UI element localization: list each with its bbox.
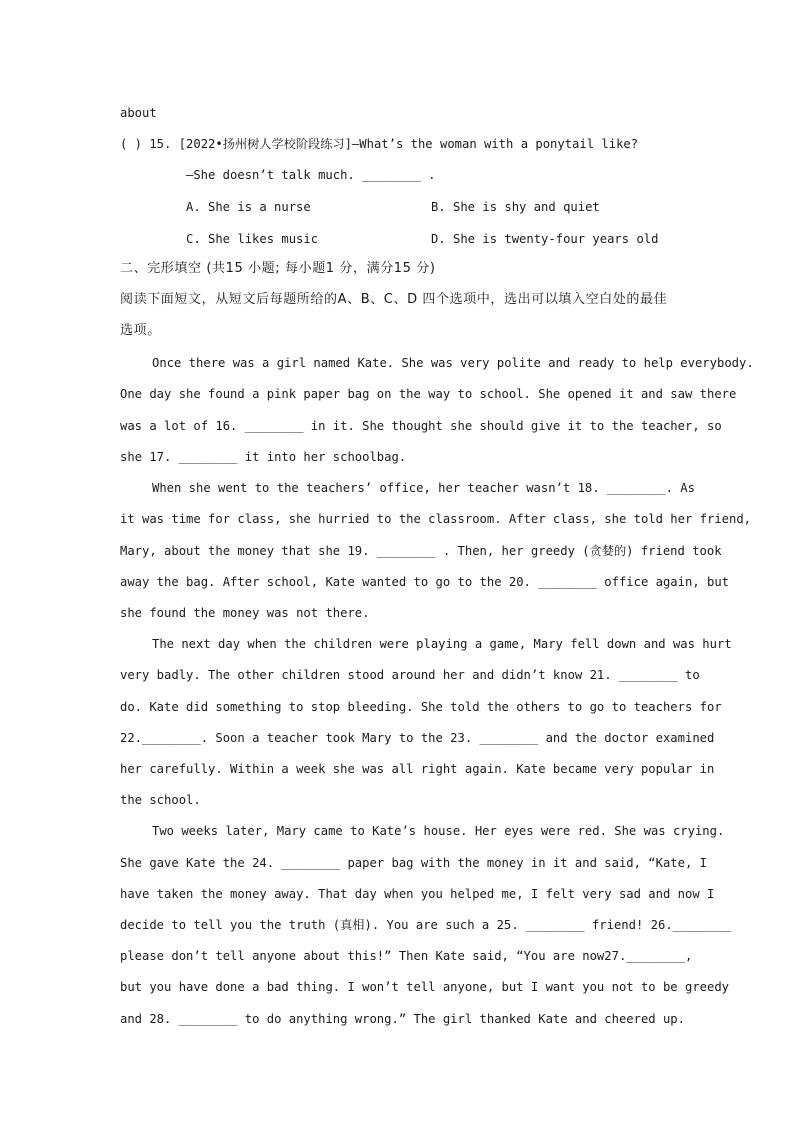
passage-line: Two weeks later, Mary came to Kate’s house. Her eyes were red. She was crying.: [152, 824, 725, 838]
section-instructions-line-2: 选项。: [120, 323, 161, 338]
passage-line: very badly. The other children stood around her and didn’t know 21. ________ to: [120, 668, 700, 682]
continued-text-about: about: [120, 106, 157, 120]
question-15-dialogue: —She doesn’t talk much. ________ .: [186, 168, 436, 182]
passage-line: One day she found a pink paper bag on the way to school. She opened it and saw there: [120, 387, 737, 401]
passage-line: away the bag. After school, Kate wanted to go to the 20. ________ office again, but: [120, 575, 730, 589]
passage-line: but you have done a bad thing. I won’t tell anyone, but I want you not to be greedy: [120, 980, 730, 994]
question-15-stem: ( ) 15. [2022•扬州树人学校阶段练习]—What’s the woman with a ponytail like?: [120, 137, 639, 151]
question-15-options-row-1: [186, 199, 666, 215]
option-b: B. She is shy and quiet: [431, 200, 600, 214]
passage-line: She gave Kate the 24. ________ paper bag with the money in it and said, “Kate, I: [120, 856, 707, 870]
passage-line: When she went to the teachers’ office, her teacher wasn’t 18. ________. As: [152, 481, 695, 495]
passage-line: The next day when the children were playing a game, Mary fell down and was hurt: [152, 637, 732, 651]
option-c: C. She likes music: [186, 232, 319, 246]
passage-line: 22.________. Soon a teacher took Mary to the 23. ________ and the doctor examined: [120, 731, 715, 745]
passage-line: it was time for class, she hurried to the classroom. After class, she told her friend,: [120, 512, 752, 526]
passage-line: please don’t tell anyone about this!” Then Kate said, “You are now27.________,: [120, 949, 693, 963]
passage-line: she 17. ________ it into her schoolbag.: [120, 450, 407, 464]
option-d: D. She is twenty-four years old: [431, 232, 659, 246]
passage-line: the school.: [120, 793, 201, 807]
passage-line: do. Kate did something to stop bleeding. She told the others to go to teachers for: [120, 700, 722, 714]
question-15-options-row-2: [186, 231, 666, 247]
option-a: A. She is a nurse: [186, 200, 311, 214]
passage-line: and 28. ________ to do anything wrong.” The girl thanked Kate and cheered up.: [120, 1012, 685, 1026]
passage-line: was a lot of 16. ________ in it. She thought she should give it to the teacher, so: [120, 419, 722, 433]
passage-line: Once there was a girl named Kate. She was very polite and ready to help everybody.: [152, 356, 754, 370]
passage-line: Mary, about the money that she 19. ________ . Then, her greedy (贪婪的) friend took: [120, 544, 722, 558]
passage-line: decide to tell you the truth (真相). You are such a 25. ________ friend! 26.________: [120, 918, 732, 932]
section-heading-cloze: 二、完形填空 (共15 小题; 每小题1 分，满分15 分): [120, 261, 436, 276]
passage-line: her carefully. Within a week she was all right again. Kate became very popular in: [120, 762, 715, 776]
section-instructions-line-1: 阅读下面短文，从短文后每题所给的A、B、C、D 四个选项中，选出可以填入空白处的最佳: [120, 292, 668, 307]
passage-line: have taken the money away. That day when you helped me, I felt very sad and now I: [120, 887, 715, 901]
passage-line: she found the money was not there.: [120, 606, 370, 620]
